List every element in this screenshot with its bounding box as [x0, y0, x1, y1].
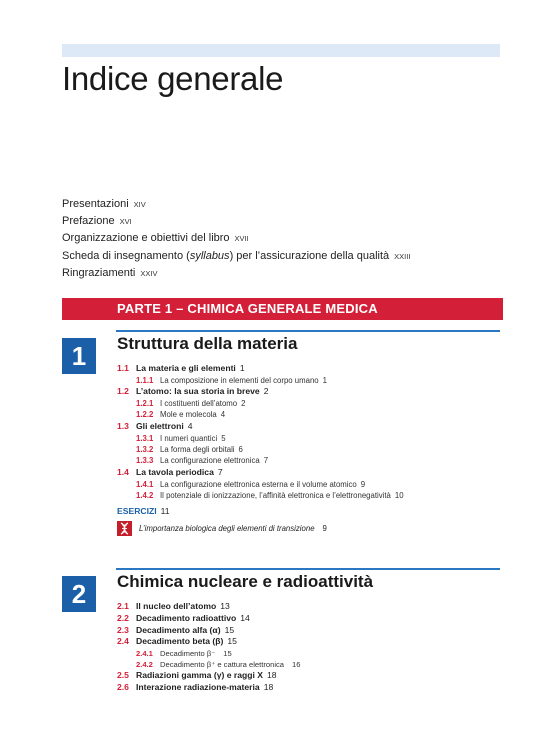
subsection-number: 1.4.1 — [136, 479, 154, 489]
section-number: 2.3 — [117, 624, 129, 635]
esercizi-page: 11 — [160, 506, 170, 517]
chapter-title[interactable]: Chimica nucleare e radioattività — [117, 572, 374, 591]
toc-section[interactable] — [117, 625, 301, 637]
subsection-title: La forma degli orbitali — [160, 445, 235, 455]
subsection-title: Decadimento β⁺ e cattura elettronica — [160, 660, 285, 670]
subsection-number: 1.3.3 — [136, 456, 154, 466]
chapter-title[interactable]: Struttura della materia — [117, 334, 298, 353]
subsection-number: 1.4.2 — [136, 491, 154, 501]
esercizi-label: ESERCIZI — [117, 506, 157, 517]
fm-page: XVI — [119, 217, 132, 227]
section-title: Gli elettroni — [136, 420, 184, 431]
toc-subsection[interactable] — [117, 455, 404, 466]
chapter-number: 1 — [62, 338, 96, 374]
toc-subsection[interactable] — [117, 409, 404, 420]
toc-section[interactable] — [117, 613, 301, 625]
section-title: Decadimento alfa (α) — [136, 624, 221, 635]
section-number: 1.2 — [117, 386, 129, 397]
section-page: 15 — [227, 636, 237, 647]
section-title: Il nucleo dell’atomo — [136, 601, 217, 611]
toc-section[interactable] — [117, 670, 301, 682]
fm-label-italic: syllabus — [189, 249, 230, 262]
subsection-title: La configurazione elettronica esterna e il volume atomico — [160, 479, 357, 489]
section-title: La materia e gli elementi — [136, 363, 236, 373]
subsection-page: 15 — [223, 649, 232, 659]
section-title: Interazione radiazione-materia — [136, 681, 260, 692]
dna-box-icon — [117, 521, 132, 536]
subsection-number: 1.2.1 — [136, 399, 154, 408]
toc-section[interactable] — [117, 682, 301, 694]
toc-subsection[interactable] — [117, 490, 404, 501]
section-title: La tavola periodica — [136, 466, 214, 477]
section-number: 2.6 — [117, 681, 129, 692]
subsection-page: 4 — [220, 410, 226, 420]
part-banner[interactable] — [62, 298, 503, 320]
fm-label: Organizzazione e obiettivi del libro — [62, 232, 230, 245]
box-page: 9 — [322, 524, 327, 534]
section-number: 2.4 — [117, 636, 129, 647]
chapter-rule — [116, 330, 500, 332]
subsection-page: 5 — [221, 433, 226, 443]
fm-page: XXIV — [140, 268, 158, 278]
toc-subsection[interactable] — [117, 444, 404, 455]
toc-subsection[interactable] — [117, 375, 404, 386]
subsection-page: 7 — [263, 456, 269, 466]
box-title: L’importanza biologica degli elementi di transizione — [139, 524, 315, 534]
section-page: 15 — [224, 624, 235, 635]
page-title: Indice generale — [62, 60, 284, 97]
box-entry[interactable] — [117, 521, 404, 536]
section-page: 13 — [220, 601, 230, 611]
subsection-page: 6 — [238, 445, 243, 455]
section-title: Decadimento beta (β) — [136, 636, 224, 647]
section-page: 1 — [239, 363, 245, 373]
fm-item-prefazione[interactable] — [62, 213, 410, 230]
chapter-toc — [117, 601, 301, 694]
fm-item-syllabus[interactable] — [62, 248, 410, 265]
section-number: 1.3 — [117, 420, 129, 431]
section-number: 2.5 — [117, 670, 129, 681]
fm-item-organizzazione[interactable] — [62, 230, 410, 247]
front-matter-list — [62, 196, 410, 282]
toc-section[interactable] — [117, 467, 404, 479]
subsection-title: Il potenziale di ionizzazione, l’affinità elettronica e l’elettronegatività — [160, 491, 391, 501]
subsection-number: 2.4.2 — [136, 660, 153, 670]
header-band — [62, 44, 500, 57]
subsection-number: 1.3.2 — [136, 445, 154, 455]
toc-section[interactable] — [117, 601, 301, 613]
section-page: 4 — [187, 420, 193, 431]
section-page: 18 — [267, 670, 277, 681]
subsection-title: I costituenti dell’atomo — [160, 399, 238, 408]
toc-subsection[interactable] — [117, 433, 404, 444]
toc-subsection[interactable] — [117, 659, 301, 670]
fm-item-ringraziamenti[interactable] — [62, 265, 410, 282]
fm-page: XXIII — [394, 251, 411, 261]
section-page: 7 — [217, 466, 223, 477]
fm-label: ) per l’assicurazione della qualità — [229, 249, 390, 262]
subsection-page: 10 — [394, 491, 404, 501]
chapter-toc — [117, 363, 404, 536]
subsection-page: 9 — [360, 479, 366, 489]
subsection-title: La composizione in elementi del corpo umano — [160, 375, 319, 385]
section-number: 2.2 — [117, 612, 129, 623]
subsection-title: Mole e molecola — [160, 410, 217, 420]
subsection-page: 16 — [292, 660, 301, 670]
section-page: 18 — [263, 681, 274, 692]
section-page: 14 — [240, 612, 250, 623]
toc-section[interactable] — [117, 386, 404, 398]
section-number: 1.1 — [117, 363, 129, 373]
esercizi-entry[interactable] — [117, 505, 404, 517]
section-title: Decadimento radioattivo — [136, 612, 237, 623]
toc-subsection[interactable] — [117, 479, 404, 490]
subsection-number: 1.2.2 — [136, 410, 154, 420]
section-page: 2 — [263, 386, 269, 397]
toc-subsection[interactable] — [117, 398, 404, 409]
fm-item-presentazioni[interactable] — [62, 196, 410, 213]
subsection-number: 2.4.1 — [136, 649, 153, 659]
subsection-title: Decadimento β⁻ — [160, 649, 216, 659]
subsection-page: 2 — [241, 399, 246, 408]
chapter-number: 2 — [62, 576, 96, 612]
section-number: 2.1 — [117, 601, 129, 611]
fm-page: XVII — [234, 234, 249, 244]
subsection-title: La configurazione elettronica — [160, 456, 260, 466]
toc-section[interactable] — [117, 636, 301, 648]
section-title: Radiazioni gamma (γ) e raggi X — [136, 670, 264, 681]
toc-section[interactable] — [117, 421, 404, 433]
toc-section[interactable] — [117, 363, 404, 375]
chapter-rule — [116, 568, 500, 570]
subsection-number: 1.3.1 — [136, 433, 154, 443]
subsection-title: I numeri quantici — [160, 433, 218, 443]
subsection-number: 1.1.1 — [136, 375, 154, 385]
fm-label: Ringraziamenti — [62, 266, 136, 279]
fm-page: XIV — [133, 200, 146, 209]
subsection-page: 1 — [322, 375, 327, 385]
toc-subsection[interactable] — [117, 648, 301, 659]
fm-label: Scheda di insegnamento ( — [62, 249, 190, 262]
section-number: 1.4 — [117, 466, 129, 477]
part-label: PARTE 1 – CHIMICA GENERALE MEDICA — [117, 301, 378, 316]
section-title: L’atomo: la sua storia in breve — [136, 386, 260, 397]
fm-label: Prefazione — [62, 215, 115, 228]
fm-label: Presentazioni — [62, 198, 129, 210]
